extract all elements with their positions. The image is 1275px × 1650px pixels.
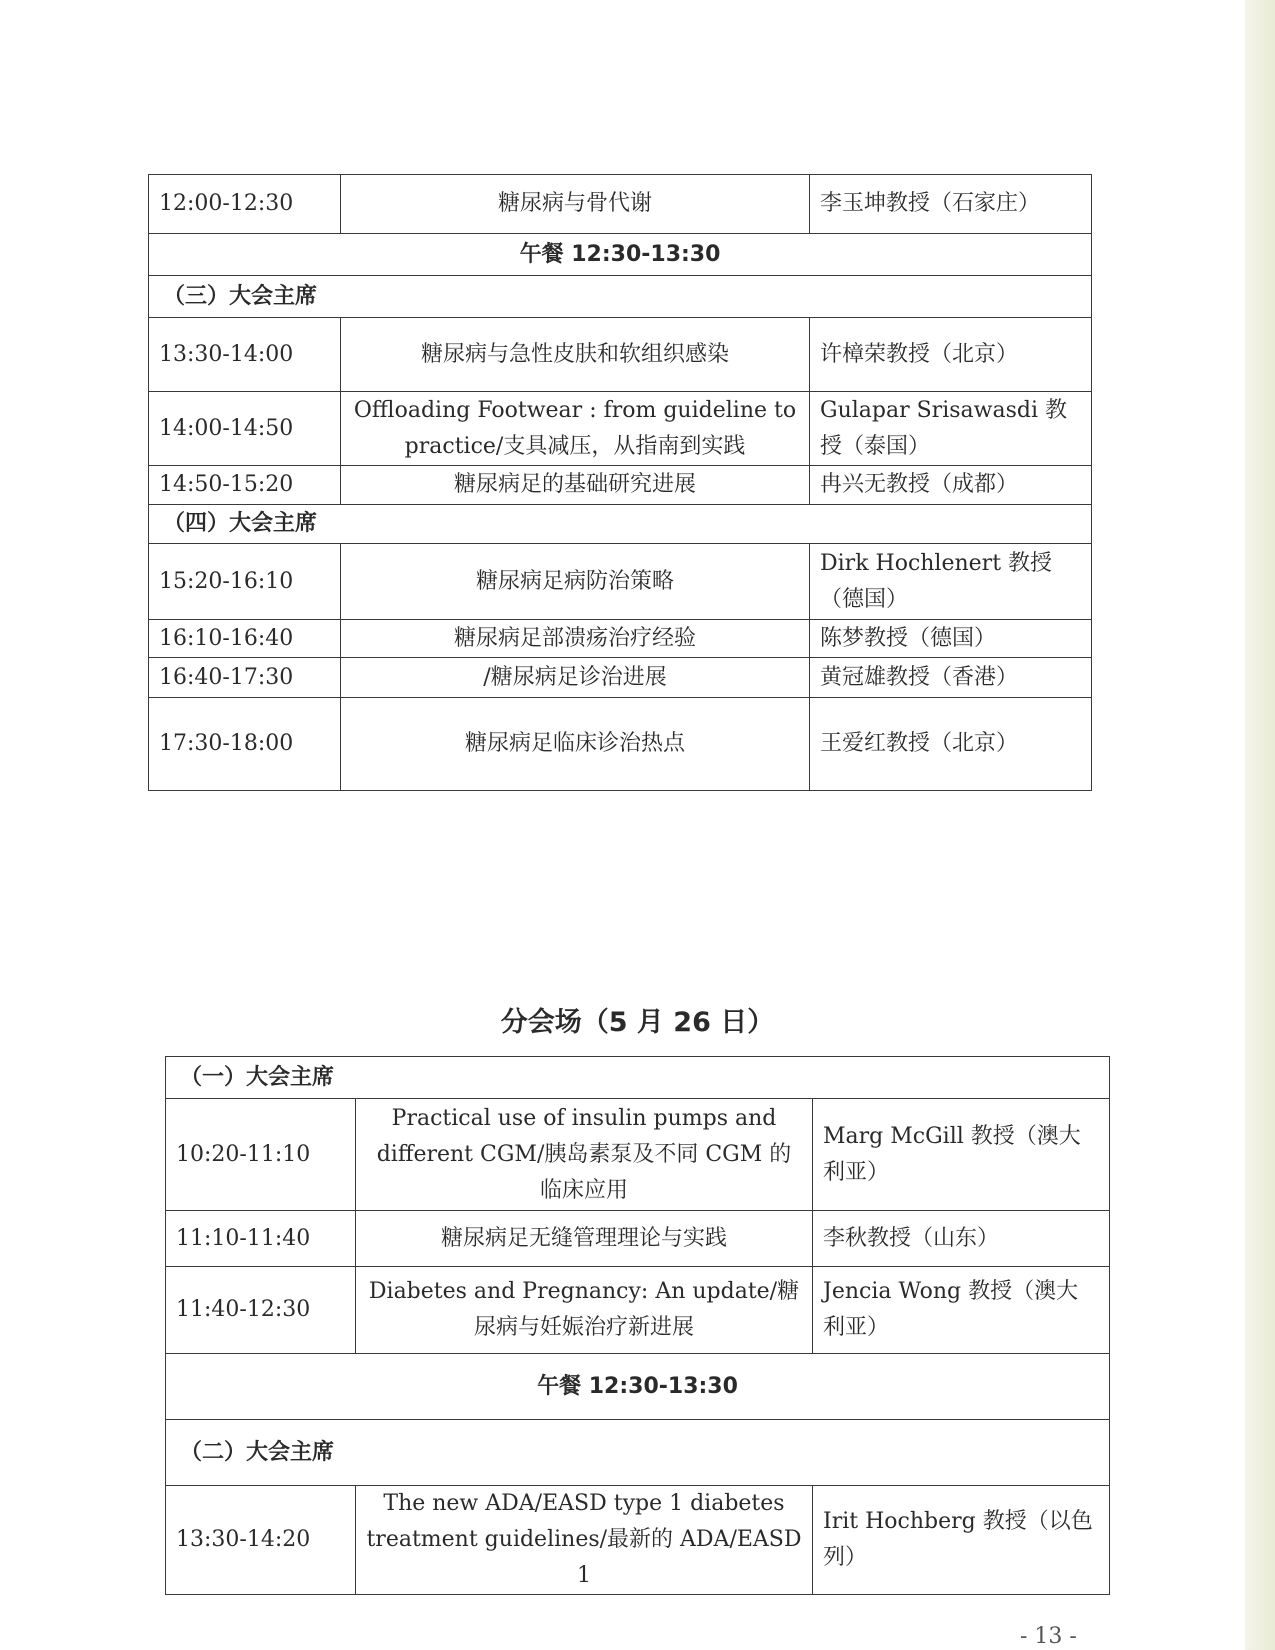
table-row [166,1211,1110,1267]
table-row [149,658,1092,698]
table-row [149,175,1092,234]
topic-cell: Offloading Footwear : from guideline to practice/支具减压，从指南到实践 [341,392,810,466]
topic-cell: 糖尿病足病防治策略 [341,544,810,620]
speaker-cell: 冉兴无教授（成都） [810,466,1092,505]
topic-cell: Diabetes and Pregnancy: An update/糖尿病与妊娠治疗新进展 [356,1267,813,1354]
chair-label: （二）大会主席 [166,1420,1110,1486]
chair-row [149,276,1092,318]
table-row [166,1099,1110,1211]
topic-cell: 糖尿病与急性皮肤和软组织感染 [341,318,810,392]
table-row [149,318,1092,392]
topic-cell: 糖尿病足的基础研究进展 [341,466,810,505]
lunch-row [166,1354,1110,1420]
chair-row [166,1057,1110,1099]
scan-edge [1245,0,1275,1650]
time-cell: 16:10-16:40 [149,620,341,658]
table-row [166,1267,1110,1354]
speaker-cell: Gulapar Srisawasdi 教授（泰国） [810,392,1092,466]
branch-session-title: 分会场（5 月 26 日） [500,1007,775,1038]
lunch-label: 午餐 12:30-13:30 [149,234,1092,276]
speaker-cell: 黄冠雄教授（香港） [810,658,1092,698]
speaker-cell: 许樟荣教授（北京） [810,318,1092,392]
time-cell: 10:20-11:10 [166,1099,356,1211]
time-cell: 11:40-12:30 [166,1267,356,1354]
topic-cell: 糖尿病足临床诊治热点 [341,698,810,791]
chair-label: （一）大会主席 [166,1057,1110,1099]
table-row [149,392,1092,466]
time-cell: 15:20-16:10 [149,544,341,620]
topic-cell: 糖尿病足部溃疡治疗经验 [341,620,810,658]
time-cell: 13:30-14:20 [166,1486,356,1595]
time-cell: 11:10-11:40 [166,1211,356,1267]
topic-cell: /糖尿病足诊治进展 [341,658,810,698]
speaker-cell: 李秋教授（山东） [813,1211,1110,1267]
time-cell: 13:30-14:00 [149,318,341,392]
main-session-table [148,174,1092,791]
chair-row [166,1420,1110,1486]
speaker-cell: 王爱红教授（北京） [810,698,1092,791]
speaker-cell: Jencia Wong 教授（澳大利亚） [813,1267,1110,1354]
speaker-cell: Marg McGill 教授（澳大利亚） [813,1099,1110,1211]
table-row [149,544,1092,620]
chair-row [149,505,1092,544]
branch-session-table [165,1056,1110,1595]
speaker-cell: Irit Hochberg 教授（以色列） [813,1486,1110,1595]
time-cell: 14:00-14:50 [149,392,341,466]
table-row [149,698,1092,791]
time-cell: 14:50-15:20 [149,466,341,505]
table-row [149,466,1092,505]
topic-cell: Practical use of insulin pumps and different CGM/胰岛素泵及不同 CGM 的临床应用 [356,1099,813,1211]
time-cell: 16:40-17:30 [149,658,341,698]
chair-label: （四）大会主席 [149,505,1092,544]
table-row [166,1486,1110,1595]
table-row [149,620,1092,658]
topic-cell: The new ADA/EASD type 1 diabetes treatment guidelines/最新的 ADA/EASD 1 [356,1486,813,1595]
lunch-row [149,234,1092,276]
topic-cell: 糖尿病足无缝管理理论与实践 [356,1211,813,1267]
time-cell: 17:30-18:00 [149,698,341,791]
page-number: - 13 - [1020,1624,1077,1649]
speaker-cell: 李玉坤教授（石家庄） [810,175,1092,234]
topic-cell: 糖尿病与骨代谢 [341,175,810,234]
speaker-cell: Dirk Hochlenert 教授（德国） [810,544,1092,620]
chair-label: （三）大会主席 [149,276,1092,318]
lunch-label: 午餐 12:30-13:30 [166,1354,1110,1420]
speaker-cell: 陈梦教授（德国） [810,620,1092,658]
time-cell: 12:00-12:30 [149,175,341,234]
